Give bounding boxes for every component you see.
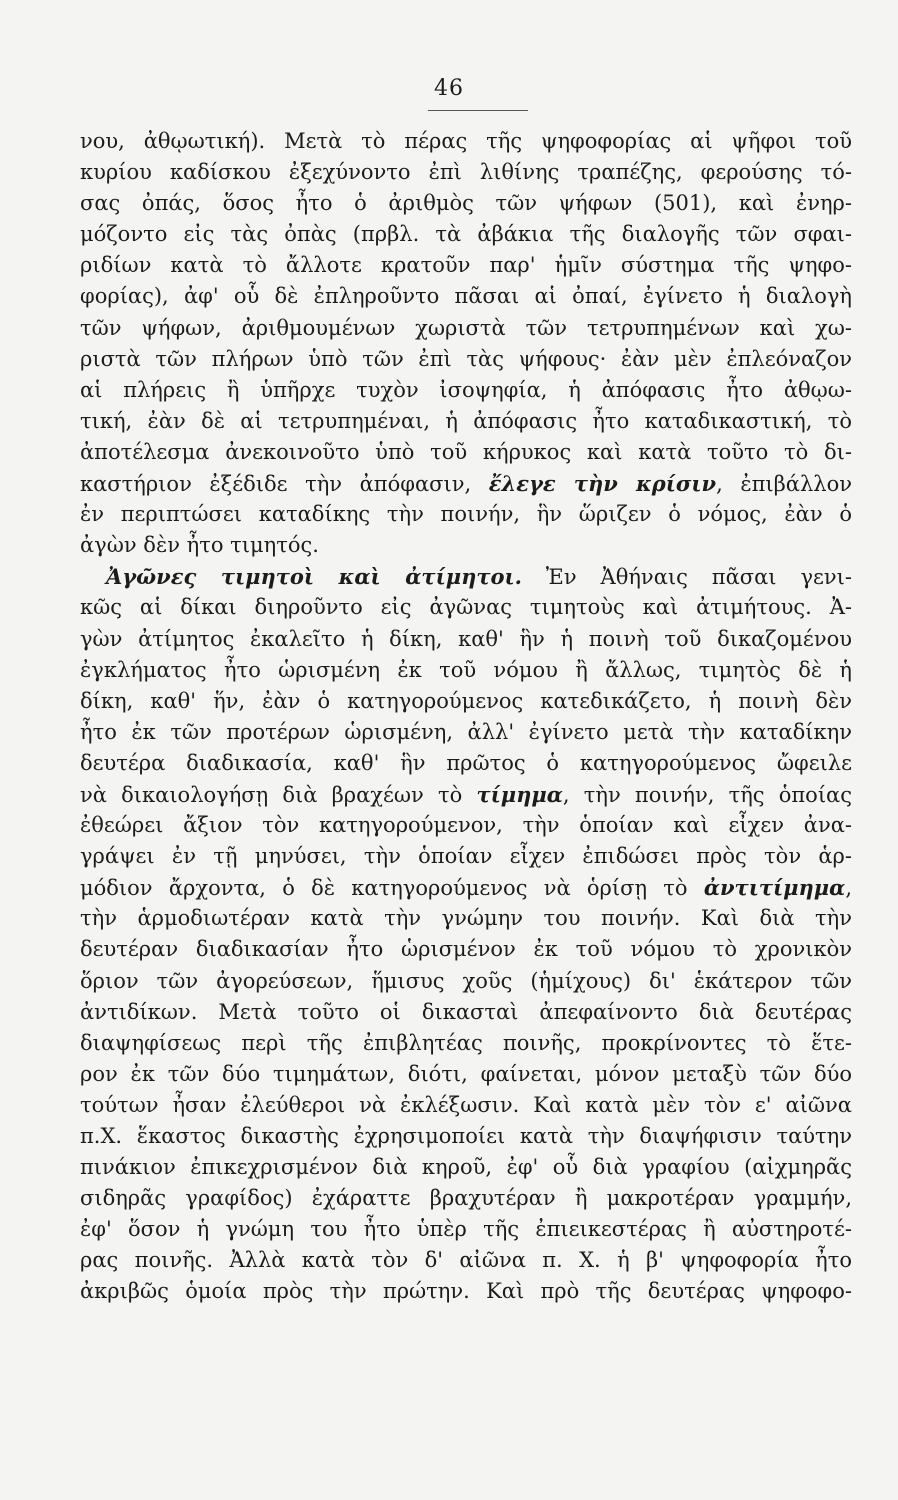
- text-line: δευτέρα διαδικασία, καθ' ἣν πρῶτος ὁ κατηγορούμενος ὤφειλε: [80, 750, 852, 775]
- text-line: τῶν ψήφων, ἀριθμουμένων χωριστὰ τῶν τετρυπημένων καὶ χω-: [80, 315, 852, 340]
- text-line: κυρίου καδίσκου ἐξεχύνοντο ἐπὶ λιθίνης τραπέζης, φερούσης τό-: [80, 160, 852, 185]
- text-line: νου, ἀθῳωτική). Μετὰ τὸ πέρας τῆς ψηφοφορίας αἱ ψῆφοι τοῦ: [80, 129, 852, 153]
- text-line: ρας ποινῆς. Ἀλλὰ κατὰ τὸν δ' αἰῶνα π. Χ. ἡ β' ψηφοφορία ἦτο: [80, 1248, 852, 1273]
- text-line: ὅριον τῶν ἀγορεύσεων, ἥμισυς χοῦς (ἡμίχους) δι' ἑκάτερον τῶν: [80, 968, 852, 993]
- text-line: ἐγκλήματος ἦτο ὡρισμένη ἐκ τοῦ νόμου ἢ ἄλλως, τιμητὸς δὲ ἡ: [80, 657, 852, 682]
- text-line: ἐθεώρει ἄξιον τὸν κατηγορούμενον, τὴν ὁποίαν καὶ εἶχεν ἀνα-: [80, 813, 852, 838]
- text-line: φορίας), ἀφ' οὗ δὲ ἐπληροῦντο πᾶσαι αἱ ὀπαί, ἐγίνετο ἡ διαλογὴ: [80, 284, 852, 309]
- text-line: π.Χ. ἕκαστος δικαστὴς ἐχρησιμοποίει κατὰ τὴν διαψήφισιν ταύτην: [80, 1124, 852, 1148]
- text-line: τική, ἐὰν δὲ αἱ τετρυπημέναι, ἡ ἀπόφασις ἦτο καταδικαστική, τὸ: [80, 408, 852, 433]
- text-line: σας ὀπάς, ὅσος ἦτο ὁ ἀριθμὸς τῶν ψήφων (501), καὶ ἐνηρ-: [80, 191, 852, 216]
- line-text: , ἐπιβάλλον: [716, 472, 852, 497]
- text-line: [80, 468, 852, 499]
- page-number: 46: [434, 76, 464, 101]
- text-line: [80, 872, 852, 903]
- line-text: μόδιον ἄρχοντα, ὁ δὲ κατηγορούμενος νὰ ὁρίσῃ τὸ: [80, 876, 704, 901]
- text-line: ἦτο ἐκ τῶν προτέρων ὡρισμένη, ἀλλ' ἐγίνετο μετὰ τὴν καταδίκην: [80, 719, 852, 744]
- text-line: ἀγὼν δὲν ἦτο τιμητός.: [80, 533, 319, 558]
- text-line: ἀποτέλεσμα ἀνεκοινοῦτο ὑπὸ τοῦ κήρυκος καὶ κατὰ τοῦτο τὸ δι-: [80, 439, 852, 464]
- emphasized-term: ἀντιτίμημα: [703, 875, 846, 901]
- text-line: [80, 561, 852, 592]
- text-line: γράψει ἐν τῇ μηνύσει, τὴν ὁποίαν εἶχεν ἐπιδώσει πρὸς τὸν ἁρ-: [80, 844, 852, 869]
- text-line: κῶς αἱ δίκαι διηροῦντο εἰς ἀγῶνας τιμητοὺς καὶ ἀτιμήτους. Ἀ-: [80, 595, 852, 620]
- text-line: τὴν ἁρμοδιωτέραν κατὰ τὴν γνώμην του ποινήν. Καὶ διὰ τὴν: [80, 906, 852, 931]
- emphasized-term: τίμημα: [476, 781, 563, 807]
- section-heading: Ἀγῶνες τιμητοὶ καὶ ἀτίμητοι.: [106, 564, 522, 590]
- text-line: [80, 779, 852, 810]
- text-line: διαψηφίσεως περὶ τῆς ἐπιβλητέας ποινῆς, προκρίνοντες τὸ ἕτε-: [80, 1030, 852, 1055]
- text-line: αἱ πλήρεις ἢ ὑπῆρχε τυχὸν ἰσοψηφία, ἡ ἀπόφασις ἦτο ἀθῳω-: [80, 377, 852, 402]
- text-line: ριστὰ τῶν πλήρων ὑπὸ τῶν ἐπὶ τὰς ψήφους· ἐὰν μὲν ἐπλεόναζον: [80, 346, 852, 371]
- text-line: μόζοντο εἰς τὰς ὀπὰς (πρβλ. τὰ ἀβάκια τῆς διαλογῆς τῶν σφαι-: [80, 222, 852, 247]
- text-line: τούτων ἦσαν ἐλεύθεροι νὰ ἐκλέξωσιν. Καὶ κατὰ μὲν τὸν ε' αἰῶνα: [80, 1092, 852, 1117]
- text-line: γὼν ἀτίμητος ἐκαλεῖτο ἡ δίκη, καθ' ἣν ἡ ποινὴ τοῦ δικαζομένου: [80, 626, 852, 651]
- text-line: ἐν περιπτώσει καταδίκης τὴν ποινήν, ἣν ὥριζεν ὁ νόμος, ἐὰν ὁ: [80, 502, 852, 527]
- line-text: Ἐν Ἀθήναις πᾶσαι γενι-: [521, 565, 852, 590]
- text-line: πινάκιον ἐπικεχρισμένον διὰ κηροῦ, ἐφ' οὗ διὰ γραφίου (αἰχμηρᾶς: [80, 1155, 852, 1180]
- emphasized-term: ἔλεγε τὴν κρίσιν: [488, 471, 717, 497]
- text-line: ριδίων κατὰ τὸ ἄλλοτε κρατοῦν παρ' ἡμῖν σύστημα τῆς ψηφο-: [80, 253, 852, 278]
- text-line: ἀκριβῶς ὁμοία πρὸς τὴν πρώτην. Καὶ πρὸ τῆς δευτέρας ψηφοφο-: [80, 1279, 852, 1304]
- line-text: νὰ δικαιολογήσῃ διὰ βραχέων τὸ: [80, 782, 477, 807]
- line-text: ,: [845, 876, 852, 901]
- line-text: , τὴν ποινήν, τῆς ὁποίας: [562, 782, 852, 807]
- text-line: ἐφ' ὅσον ἡ γνώμη του ἦτο ὑπὲρ τῆς ἐπιεικεστέρας ἢ αὐστηροτέ-: [80, 1217, 852, 1242]
- text-line: ρον ἐκ τῶν δύο τιμημάτων, διότι, φαίνεται, μόνον μεταξὺ τῶν δύο: [80, 1061, 852, 1086]
- text-line: δίκη, καθ' ἥν, ἐὰν ὁ κατηγορούμενος κατεδικάζετο, ἡ ποινὴ δὲν: [80, 688, 852, 713]
- text-line: ἀντιδίκων. Μετὰ τοῦτο οἱ δικασταὶ ἀπεφαίνοντο διὰ δευτέρας: [80, 999, 852, 1024]
- page-number-rule: [428, 110, 528, 111]
- text-line: σιδηρᾶς γραφίδος) ἐχάραττε βραχυτέραν ἢ μακροτέραν γραμμήν,: [80, 1186, 852, 1211]
- line-text: καστήριον ἐξέδιδε τὴν ἀπόφασιν,: [80, 472, 489, 497]
- body-text: [80, 126, 852, 1308]
- text-line: δευτέραν διαδικασίαν ἦτο ὡρισμένον ἐκ τοῦ νόμου τὸ χρονικὸν: [80, 937, 852, 962]
